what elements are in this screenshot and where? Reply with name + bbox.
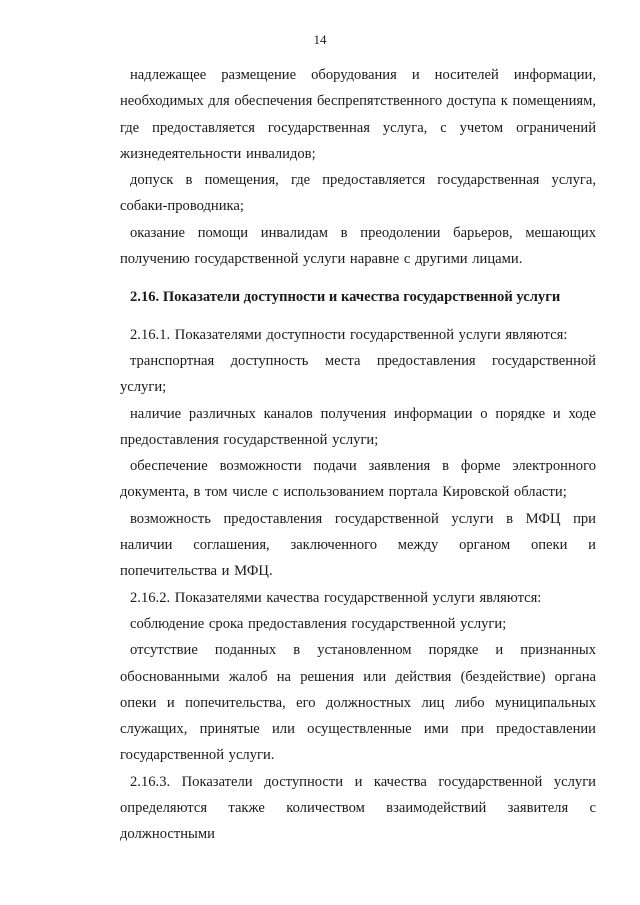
paragraph-equipment-placement: надлежащее размещение оборудования и носителей информации, необходимых для обеспечения беспрепятственного доступа к помещениям, где предоставляется государственная услуга, с учетом ограничений жизнедеятельности инвалидов; (120, 67, 596, 162)
list-item-electronic-submission: обеспечение возможности подачи заявления в форме электронного документа, в том числе с использованием портала Кировской области; (120, 458, 596, 501)
paragraph-quality-lead: 2.16.2. Показателями качества государственной услуги являются: (130, 589, 542, 606)
list-item-no-complaints: отсутствие поданных в установленном порядке и признанных обоснованными жалоб на решения или действия (бездействие) органа опеки и попечительства, его должностных лиц либо муниципальных служащих, принятые или осуществленные ими при предоставлении государственной услуги. (120, 642, 596, 764)
paragraph-guide-dog-access: допуск в помещения, где предоставляется государственная услуга, собаки-проводника; (120, 172, 596, 215)
list-item-deadline-compliance: соблюдение срока предоставления государственной услуги; (130, 615, 507, 632)
paragraph-interactions: 2.16.3. Показатели доступности и качества государственной услуги определяются также количеством взаимодействий заявителя с должностными (120, 773, 596, 843)
list-item-info-channels: наличие различных каналов получения информации о порядке и ходе предоставления государственной услуги; (120, 405, 596, 448)
section-heading: 2.16. Показатели доступности и качества государственной услуги (130, 289, 561, 306)
paragraph-assistance-disabled: оказание помощи инвалидам в преодолении барьеров, мешающих получению государственной услуги наравне с другими лицами. (120, 224, 596, 268)
page-number: 14 (313, 32, 327, 47)
list-item-transport-access: транспортная доступность места предоставления государственной услуги; (120, 352, 596, 396)
document-body (120, 62, 596, 848)
list-item-mfc-service: возможность предоставления государственной услуги в МФЦ при наличии соглашения, заключенного между органом опеки и попечительства и МФЦ. (120, 510, 596, 580)
paragraph-accessibility-lead: 2.16.1. Показателями доступности государственной услуги являются: (130, 326, 568, 343)
